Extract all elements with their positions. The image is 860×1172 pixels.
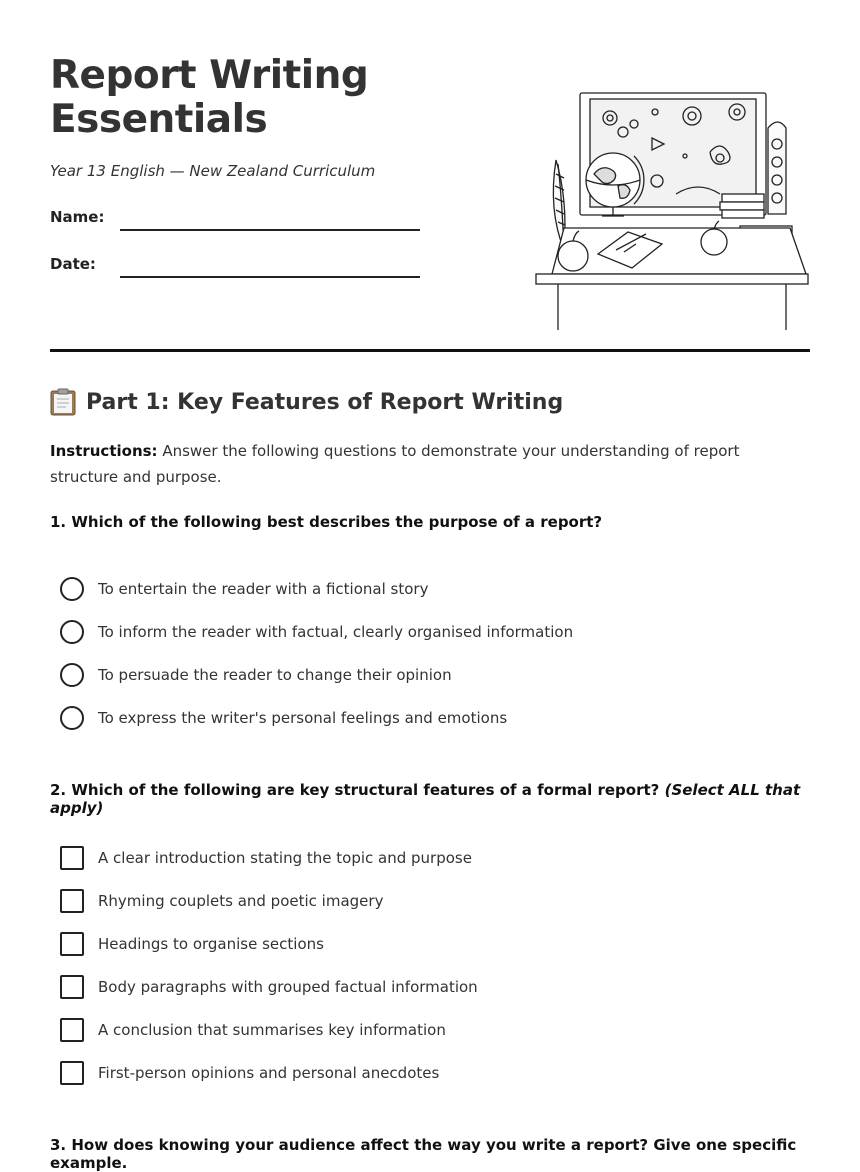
subtitle: Year 13 English — New Zealand Curriculum [50, 162, 376, 180]
q2-option[interactable] [60, 889, 383, 913]
question-3: 3. How does knowing your audience affect the way you write a report? Give one specific example. [50, 1136, 797, 1172]
q1-option[interactable] [60, 706, 507, 730]
question-2 [50, 781, 810, 817]
header-divider [50, 349, 810, 352]
checkbox[interactable] [60, 846, 84, 870]
instructions-text: Answer the following questions to demonstrate your understanding of report structure and purpose. [50, 442, 740, 486]
title-line-1: Report Writing [50, 53, 369, 98]
question-2-text: 2. Which of the following are key structural features of a formal report? [50, 781, 660, 799]
question-2-hint: (Select ALL that apply) [50, 781, 801, 817]
title-line-2: Essentials [50, 97, 268, 142]
option-label: Rhyming couplets and poetic imagery [98, 892, 384, 910]
checkbox[interactable] [60, 1018, 84, 1042]
name-field[interactable] [120, 229, 420, 231]
date-field[interactable] [120, 276, 420, 278]
radio-button[interactable] [60, 663, 84, 687]
checkbox[interactable] [60, 1061, 84, 1085]
option-label: A conclusion that summarises key information [98, 1021, 446, 1039]
q2-option[interactable] [60, 846, 472, 870]
q2-option[interactable] [60, 1018, 446, 1042]
section-1-title [50, 388, 563, 416]
radio-button[interactable] [60, 706, 84, 730]
option-label: To persuade the reader to change their opinion [98, 666, 452, 684]
q1-option[interactable] [60, 663, 452, 687]
checkbox[interactable] [60, 889, 84, 913]
q1-option[interactable] [60, 577, 428, 601]
option-label: To inform the reader with factual, clearly organised information [98, 623, 574, 641]
section-1-title-text: Part 1: Key Features of Report Writing [86, 389, 564, 415]
checkbox[interactable] [60, 932, 84, 956]
option-label: First-person opinions and personal anecdotes [98, 1064, 440, 1082]
worksheet-header [50, 50, 810, 340]
option-label: Headings to organise sections [98, 935, 324, 953]
checkbox[interactable] [60, 975, 84, 999]
q2-option[interactable] [60, 932, 324, 956]
q2-option[interactable] [60, 1061, 439, 1085]
option-label: To express the writer's personal feelings and emotions [98, 709, 508, 727]
option-label: A clear introduction stating the topic and purpose [98, 849, 472, 867]
name-label: Name: [50, 208, 105, 226]
page-title [50, 54, 470, 142]
radio-button[interactable] [60, 577, 84, 601]
instructions [50, 438, 810, 490]
q2-option[interactable] [60, 975, 478, 999]
option-label: Body paragraphs with grouped factual information [98, 978, 478, 996]
clipboard-icon [50, 388, 76, 416]
radio-button[interactable] [60, 620, 84, 644]
date-label: Date: [50, 255, 96, 273]
instructions-label: Instructions: [50, 442, 158, 460]
classroom-desk-illustration [534, 90, 810, 334]
question-1: 1. Which of the following best describes the purpose of a report? [50, 513, 603, 531]
option-label: To entertain the reader with a fictional story [98, 580, 429, 598]
q1-option[interactable] [60, 620, 573, 644]
